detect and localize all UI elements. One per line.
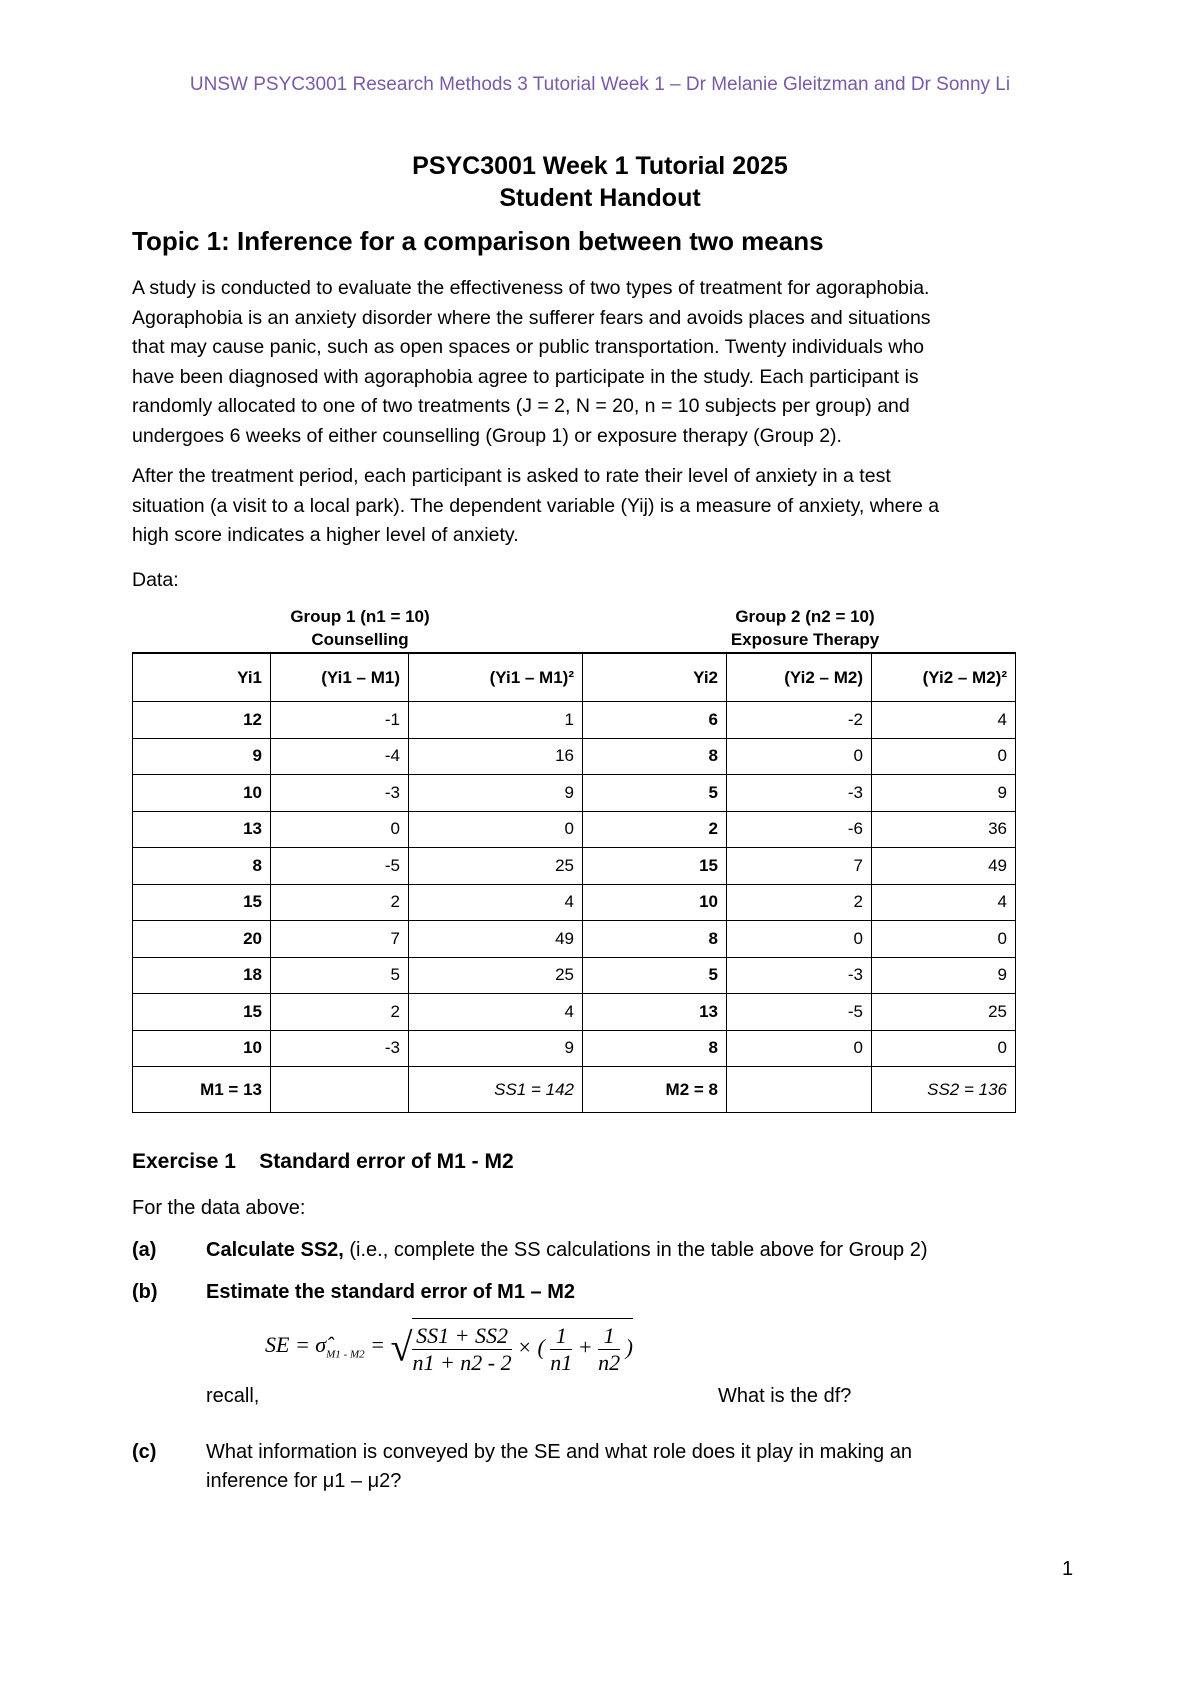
text: What information is conveyed by the SE and what role does it play in making an [206, 1441, 912, 1463]
intro-paragraph [132, 274, 1082, 451]
line: that may cause panic, such as open spaces or public transportation. Twenty individuals who [132, 336, 925, 358]
table-cell: 0 [872, 738, 1016, 775]
line: undergoes 6 weeks of either counselling (Group 1) or exposure therapy (Group 2). [132, 424, 842, 447]
den: n1 + n2 - 2 [412, 1350, 512, 1375]
table-row [133, 921, 1016, 958]
table-cell: 0 [409, 811, 583, 848]
exercise-intro: For the data above: [132, 1197, 306, 1219]
table-row [133, 848, 1016, 885]
table-cell: 13 [133, 811, 271, 848]
table-cell: 10 [133, 775, 271, 812]
df-question: What is the df? [718, 1385, 852, 1407]
table-cell: 9 [409, 1030, 583, 1067]
table-cell: 8 [583, 921, 727, 958]
table-cell [727, 1067, 872, 1113]
table-row [133, 702, 1016, 739]
text: inference for μ1 – μ2? [206, 1470, 402, 1492]
table-cell: (Yi1 – M1) [271, 653, 409, 702]
table-cell: 8 [133, 848, 271, 885]
data-label: Data: [132, 569, 179, 591]
table-row [133, 957, 1016, 994]
label: (a) [132, 1239, 157, 1261]
table-cell: 5 [271, 957, 409, 994]
table-cell: Yi1 [133, 653, 271, 702]
table-cell: Yi2 [583, 653, 727, 702]
line: Exposure Therapy [730, 630, 880, 649]
table-cell: 0 [727, 1030, 872, 1067]
table-cell: -3 [727, 775, 872, 812]
num: 1 [550, 1323, 572, 1350]
recall-label: recall, [206, 1385, 260, 1407]
method-paragraph [132, 462, 1082, 551]
table-cell: 0 [727, 738, 872, 775]
sub: M1 - M2 [326, 1348, 365, 1361]
table-cell: 9 [409, 775, 583, 812]
table-cell: 12 [133, 702, 271, 739]
question-a [132, 1236, 928, 1265]
table-cell: 25 [872, 994, 1016, 1031]
table-cell: -4 [271, 738, 409, 775]
table-cell [271, 1067, 409, 1113]
table-row [133, 884, 1016, 921]
label: (b) [132, 1281, 158, 1303]
se-formula: SE = $\sigmâ_{M1 - M2}$ = √ $\frac{SS1 + SS2}{n1 + n2 - 2}$ × ( $\frac{1}{n1}$ + $\frac{1}{n2}$ ) [265, 1318, 633, 1376]
den: n1 [550, 1350, 573, 1375]
bold: Estimate the standard error of M1 – M2 [206, 1281, 575, 1303]
line: A study is conducted to evaluate the effectiveness of two types of treatment for agoraphobia. [132, 277, 930, 299]
line: have been diagnosed with agoraphobia agree to participate in the study. Each participant is [132, 365, 919, 388]
table-cell: 2 [727, 884, 872, 921]
table-cell: 7 [727, 848, 872, 885]
line: situation (a visit to a local park). The dependent variable (Yij) is a measure of anxiety, where a [132, 494, 940, 517]
lhs: SE = σ̂ [265, 1332, 327, 1358]
table-cell: 0 [872, 1030, 1016, 1067]
table-cell: 7 [271, 921, 409, 958]
group1-heading [270, 605, 450, 651]
table-cell: 9 [133, 738, 271, 775]
data-table [132, 652, 1016, 1113]
table-cell: 9 [872, 775, 1016, 812]
page-number: 1 [1062, 1558, 1074, 1580]
table-cell: -3 [271, 1030, 409, 1067]
line: high score indicates a higher level of anxiety. [132, 524, 519, 546]
table-cell: 8 [583, 738, 727, 775]
den: n2 [598, 1350, 621, 1375]
subtitle: Student Handout [499, 184, 701, 212]
table-cell: M2 = 8 [583, 1067, 727, 1113]
table-cell: SS2 = 136 [872, 1067, 1016, 1113]
table-cell: 18 [133, 957, 271, 994]
table-cell: 1 [409, 702, 583, 739]
table-cell: -3 [271, 775, 409, 812]
table-cell: -3 [727, 957, 872, 994]
num: SS1 + SS2 [412, 1323, 511, 1350]
table-cell: 4 [409, 994, 583, 1031]
table-cell: 2 [583, 811, 727, 848]
table-cell: 2 [271, 884, 409, 921]
table-cell: M1 = 13 [133, 1067, 271, 1113]
label: (c) [132, 1441, 157, 1463]
table-cell: 5 [583, 957, 727, 994]
table-cell: 36 [872, 811, 1016, 848]
table-cell: 6 [583, 702, 727, 739]
question-b [132, 1278, 575, 1307]
running-header: UNSW PSYC3001 Research Methods 3 Tutorial Week 1 – Dr Melanie Gleitzman and Dr Sonny Li [189, 74, 1011, 95]
topic-heading: Topic 1: Inference for a comparison between two means [132, 226, 824, 256]
table-cell: 10 [583, 884, 727, 921]
table-cell: 25 [409, 848, 583, 885]
bold: Calculate SS2, [206, 1239, 344, 1261]
table-cell: 2 [271, 994, 409, 1031]
table-cell: 49 [409, 921, 583, 958]
line: Counselling [311, 630, 409, 649]
table-cell: 8 [583, 1030, 727, 1067]
table-cell: 5 [583, 775, 727, 812]
line: randomly allocated to one of two treatments (J = 2, N = 20, n = 10 subjects per group) and [132, 395, 910, 417]
table-cell: 0 [872, 921, 1016, 958]
table-cell: 13 [583, 994, 727, 1031]
exercise-title: Exercise 1 Standard error of M1 - M2 [132, 1150, 514, 1173]
table-cell: 0 [727, 921, 872, 958]
table-cell: 4 [872, 702, 1016, 739]
table-cell: -6 [727, 811, 872, 848]
table-cell: 10 [133, 1030, 271, 1067]
table-row [133, 775, 1016, 812]
table-cell: -5 [727, 994, 872, 1031]
table-cell: SS1 = 142 [409, 1067, 583, 1113]
table-cell: 4 [409, 884, 583, 921]
line: Group 2 (n2 = 10) [735, 607, 875, 626]
table-cell: 15 [133, 994, 271, 1031]
text: (i.e., complete the SS calculations in the table above for Group 2) [343, 1239, 928, 1261]
table-cell: 15 [133, 884, 271, 921]
table-cell: (Yi2 – M2) [727, 653, 872, 702]
line: After the treatment period, each participant is asked to rate their level of anxiety in a test [132, 465, 891, 487]
table-cell: 0 [271, 811, 409, 848]
table-cell: (Yi1 – M1)² [409, 653, 583, 702]
title: PSYC3001 Week 1 Tutorial 2025 [412, 152, 788, 180]
table-cell: 20 [133, 921, 271, 958]
group2-heading [700, 605, 910, 651]
table-row [133, 811, 1016, 848]
table-cell: -1 [271, 702, 409, 739]
table-row [133, 1030, 1016, 1067]
table-row [133, 738, 1016, 775]
table-cell: 15 [583, 848, 727, 885]
table-row [133, 1067, 1016, 1113]
table-row [133, 653, 1016, 702]
table-cell: 16 [409, 738, 583, 775]
table-cell: 25 [409, 957, 583, 994]
line: Group 1 (n1 = 10) [290, 607, 430, 626]
table-cell: 9 [872, 957, 1016, 994]
table-cell: 4 [872, 884, 1016, 921]
question-c [132, 1438, 912, 1496]
table-cell: (Yi2 – M2)² [872, 653, 1016, 702]
table-row [133, 994, 1016, 1031]
table-cell: -2 [727, 702, 872, 739]
table-cell: -5 [271, 848, 409, 885]
line: Agoraphobia is an anxiety disorder where the sufferer fears and avoids places and situations [132, 306, 931, 329]
table-cell: 49 [872, 848, 1016, 885]
